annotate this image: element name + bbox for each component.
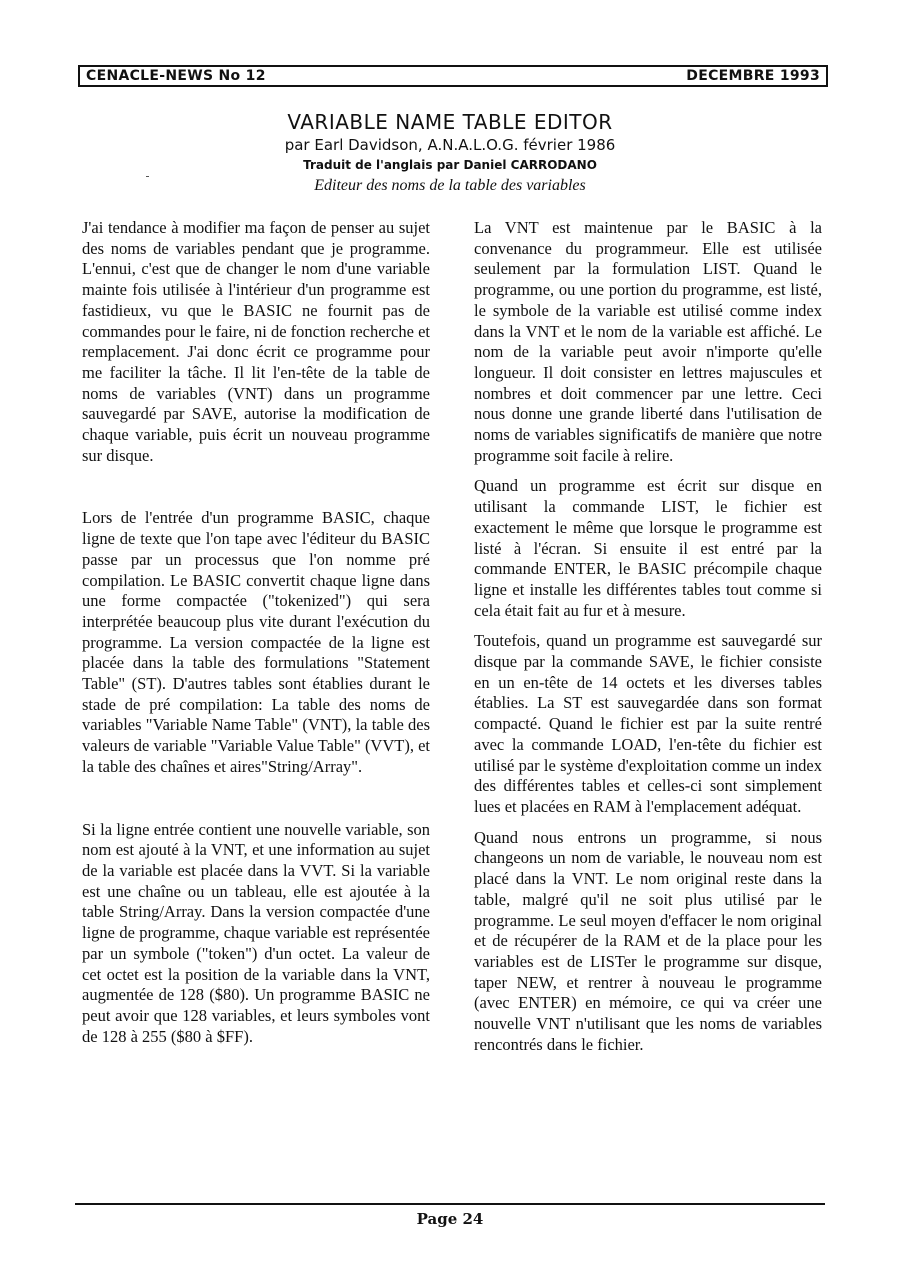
paragraph: Si la ligne entrée contient une nouvelle variable, son nom est ajouté à la VNT, et une information au sujet de la variable est placée dans la VVT. Si la variable est une chaîne ou un tableau, elle est ajoutée à la table String/Array. Dans la version compactée d'une ligne de programme, chaque variable est représentée par un symbole ("token") d'un octet. La valeur de cet octet est la position de la variable dans la VNT, augmentée de 128 ($80). Un programme BASIC ne peut avoir que 128 variables, et leurs symboles vont de 128 à 255 ($80 à $FF). — [82, 819, 430, 1046]
paragraph: Toutefois, quand un programme est sauvegardé sur disque par la commande SAVE, le fichier consiste en un en-tête de 14 octets et les diverses tables établies. La ST est sauvegardée dans son format compacté. Quand le fichier est par la suite rentré avec la commande LOAD, l'en-tête du fichier est utilisé par le système d'exploitation comme un index des différentes tables et celles-ci sont simplement lues et placées en RAM à l'emplacement adéquat. — [474, 631, 822, 816]
left-column — [82, 218, 430, 1047]
paragraph: Quand un programme est écrit sur disque en utilisant la commande LIST, le fichier est exactement le même que lorsque le programme est listé à l'écran. Si ensuite il est entré par la commande ENTER, le BASIC précompile chaque ligne et installe les différentes tables tout comme si cela était fait au fur et à mesure. — [474, 476, 822, 620]
article-title: VARIABLE NAME TABLE EDITOR — [287, 110, 613, 134]
article-subtitle: Editeur des noms de la table des variables — [314, 177, 586, 194]
paragraph: La VNT est maintenue par le BASIC à la convenance du programmeur. Elle est utilisée seulement par la formulation LIST. Quand le programme, ou une portion du programme, est listé, le symbole de la variable est utilisé comme index dans la VNT et le nom de la variable est affiché. Le nom de la variable peut avoir n'importe qu'elle longueur. Il doit consister en lettres majuscules et nombres et doit commencer par une lettre. Ceci nous donne une grande liberté dans l'utilisation de noms de variables significatifs de manière que notre programme soit facile à relire. — [474, 218, 822, 465]
paragraph: Quand nous entrons un programme, si nous changeons un nom de variable, le nouveau nom est placé dans la VNT. Le nom original reste dans la table, malgré qu'il ne soit plus utilisé par le programme. Le seul moyen d'effacer le nom original et de récupérer de la RAM et de la place pour les variables est de LISTer le programme sur disque, taper NEW, et rentrer à nouveau le programme (avec ENTER) en mémoire, ce qui va créer une nouvelle VNT n'utilisant que les noms de variables rencontrés dans le fichier. — [474, 827, 822, 1054]
scan-speck — [146, 176, 149, 177]
translator-credit: Traduit de l'anglais par Daniel CARRODANO — [303, 158, 597, 172]
page-number: Page 24 — [416, 1210, 484, 1228]
newsletter-issue: CENACLE-NEWS No 12 — [86, 68, 266, 84]
article-byline: par Earl Davidson, A.N.A.L.O.G. février 1986 — [284, 136, 616, 154]
paragraph: Lors de l'entrée d'un programme BASIC, chaque ligne de texte que l'on tape avec l'éditeur du BASIC passe par un processus que l'on nomme pré compilation. Le BASIC convertit chaque ligne dans une forme compactée ("tokenized") qui sera interprétée beaucoup plus vite durant l'exécution du programme. La version compactée de la ligne est placée dans la table des formulations "Statement Table" (ST). D'autres tables sont établies durant le stade de pré compilation: La table des noms de variables "Variable Name Table" (VNT), la table des valeurs de variable "Variable Value Table" (VVT), et la table des chaînes et aires"String/Array". — [82, 508, 430, 776]
page-header — [78, 65, 828, 87]
paragraph: J'ai tendance à modifier ma façon de penser au sujet des noms de variables pendant que je programme. L'ennui, c'est que de changer le nom d'une variable mainte fois utilisée à l'intérieur d'un programme est fastidieux, vu que le BASIC ne fournit pas de commandes pour le faire, ni de fonction recherche et remplacement. J'ai donc écrit ce programme pour me faciliter la tâche. Il lit l'en-tête de la table de noms de variables (VNT) dans un programme sauvegardé par SAVE, autorise la modification de chaque variable, puis écrit un nouveau programme sur disque. — [82, 218, 430, 465]
right-column — [474, 218, 822, 1065]
footer-divider — [75, 1203, 825, 1205]
issue-date: DECEMBRE 1993 — [686, 68, 820, 84]
